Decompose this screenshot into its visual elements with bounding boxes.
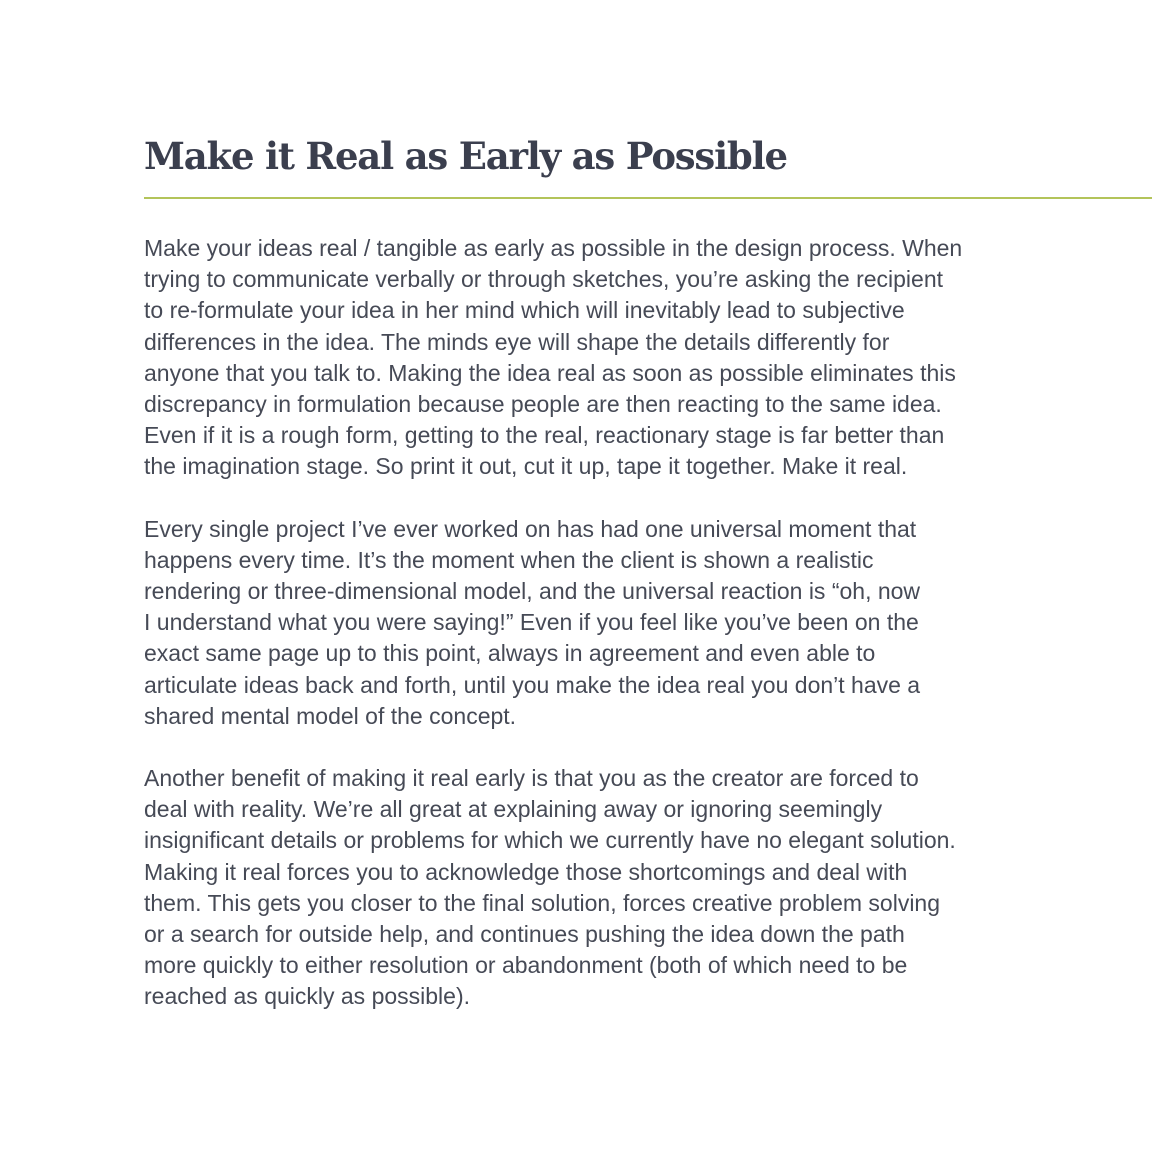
text-line: Even if it is a rough form, getting to the real, reactionary stage is far better than	[144, 422, 945, 449]
text-line: to re-formulate your idea in her mind which will inevitably lead to subjective	[144, 297, 905, 324]
text-line: reached as quickly as possible).	[144, 983, 470, 1010]
paragraph-1	[144, 233, 1052, 483]
text-line: happens every time. It’s the moment when the client is shown a realistic	[144, 546, 874, 573]
text-line: rendering or three-dimensional model, and the universal reaction is “oh, now	[144, 578, 921, 605]
text-line: insignificant details or problems for which we currently have no elegant solution.	[144, 827, 956, 854]
text-line: trying to communicate verbally or through sketches, you’re asking the recipient	[144, 266, 944, 293]
text-line: anyone that you talk to. Making the idea real as soon as possible eliminates this	[144, 359, 956, 386]
text-line: articulate ideas back and forth, until you make the idea real you don’t have a	[144, 671, 921, 698]
text-line: Making it real forces you to acknowledge those shortcomings and deal with	[144, 858, 908, 885]
paragraph-3	[144, 763, 1052, 1013]
text-line: Make your ideas real / tangible as early as possible in the design process. When	[144, 235, 963, 261]
article-body	[144, 233, 1052, 1044]
paragraph-2	[144, 514, 1052, 732]
text-line: them. This gets you closer to the final solution, forces creative problem solving	[144, 889, 941, 916]
text-line: discrepancy in formulation because people are then reacting to the same idea.	[144, 391, 942, 418]
text-line: deal with reality. We’re all great at explaining away or ignoring seemingly	[144, 796, 883, 823]
text-line: Every single project I’ve ever worked on has had one universal moment that	[144, 515, 917, 542]
text-line: exact same page up to this point, always in agreement and even able to	[144, 640, 876, 667]
title-divider	[144, 197, 1152, 199]
text-line: the imagination stage. So print it out, cut it up, tape it together. Make it real.	[144, 453, 908, 480]
text-line: shared mental model of the concept.	[144, 702, 517, 729]
text-line: more quickly to either resolution or abandonment (both of which need to be	[144, 952, 908, 979]
text-line: Another benefit of making it real early is that you as the creator are forced to	[144, 765, 919, 792]
text-line: differences in the idea. The minds eye will shape the details differently for	[144, 328, 890, 355]
text-line: or a search for outside help, and continues pushing the idea down the path	[144, 921, 905, 948]
page-title: Make it Real as Early as Possible	[144, 134, 787, 178]
text-line: I understand what you were saying!” Even if you feel like you’ve been on the	[144, 609, 919, 636]
